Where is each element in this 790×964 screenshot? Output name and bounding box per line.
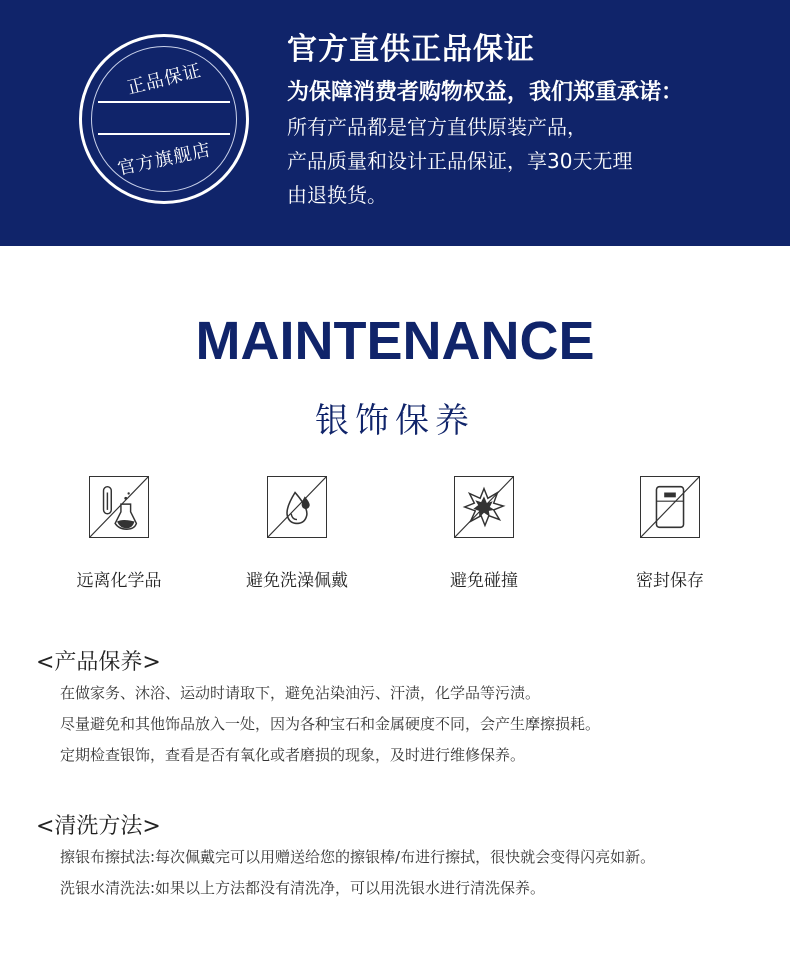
care-line: 定期检查银饰，查看是否有氧化或者磨损的现象，及时进行维修保养。	[60, 746, 526, 764]
cleaning-section	[36, 812, 776, 904]
care-section	[36, 648, 776, 771]
guarantee-banner	[0, 0, 790, 246]
banner-text-block	[287, 30, 683, 212]
care-line: 尽量避免和其他饰品放入一处，因为各种宝石和金属硬度不同，会产生摩擦损耗。	[60, 715, 601, 733]
banner-subtitle: 为保障消费者购物权益，我们郑重承诺：	[287, 80, 684, 105]
collision-burst-icon	[454, 476, 514, 538]
care-tip-chemicals	[39, 476, 199, 591]
maintenance-subtitle: 银饰保养	[315, 401, 475, 441]
banner-title: 官方直供正品保证	[287, 32, 535, 67]
sealed-bag-icon	[640, 476, 700, 538]
banner-line: 由退换货。	[287, 183, 387, 207]
care-line: 在做家务、沐浴、运动时请取下，避免沾染油污、汗渍，化学品等污渍。	[60, 684, 541, 702]
water-drop-icon	[267, 476, 327, 538]
seal-bottom-text: 官方旗舰店	[115, 139, 213, 180]
cleaning-line: 擦银布擦拭法:每次佩戴完可以用赠送给您的擦银棒/布进行擦拭，很快就会变得闪亮如新。	[60, 848, 656, 866]
icon-label: 避免洗澡佩戴	[246, 571, 348, 591]
care-section-title: <产品保养>	[36, 650, 161, 675]
icon-label: 避免碰撞	[450, 571, 518, 591]
care-tip-collision	[404, 476, 564, 591]
icon-label: 远离化学品	[76, 571, 162, 591]
cleaning-section-title: <清洗方法>	[36, 814, 161, 839]
icon-label: 密封保存	[636, 571, 704, 591]
seal-top-text: 正品保证	[124, 60, 204, 99]
care-tip-storage	[590, 476, 750, 591]
banner-line: 所有产品都是官方直供原装产品，	[287, 115, 587, 139]
banner-line: 产品质量和设计正品保证，享30天无理	[287, 149, 633, 173]
care-tip-bathing	[217, 476, 377, 591]
official-store-seal	[79, 34, 249, 204]
maintenance-title: MAINTENANCE	[195, 311, 595, 371]
chemical-flask-icon	[89, 476, 149, 538]
seal-divider-top	[98, 101, 230, 103]
cleaning-line: 洗银水清洗法:如果以上方法都没有清洗净，可以用洗银水进行清洗保养。	[60, 879, 546, 897]
